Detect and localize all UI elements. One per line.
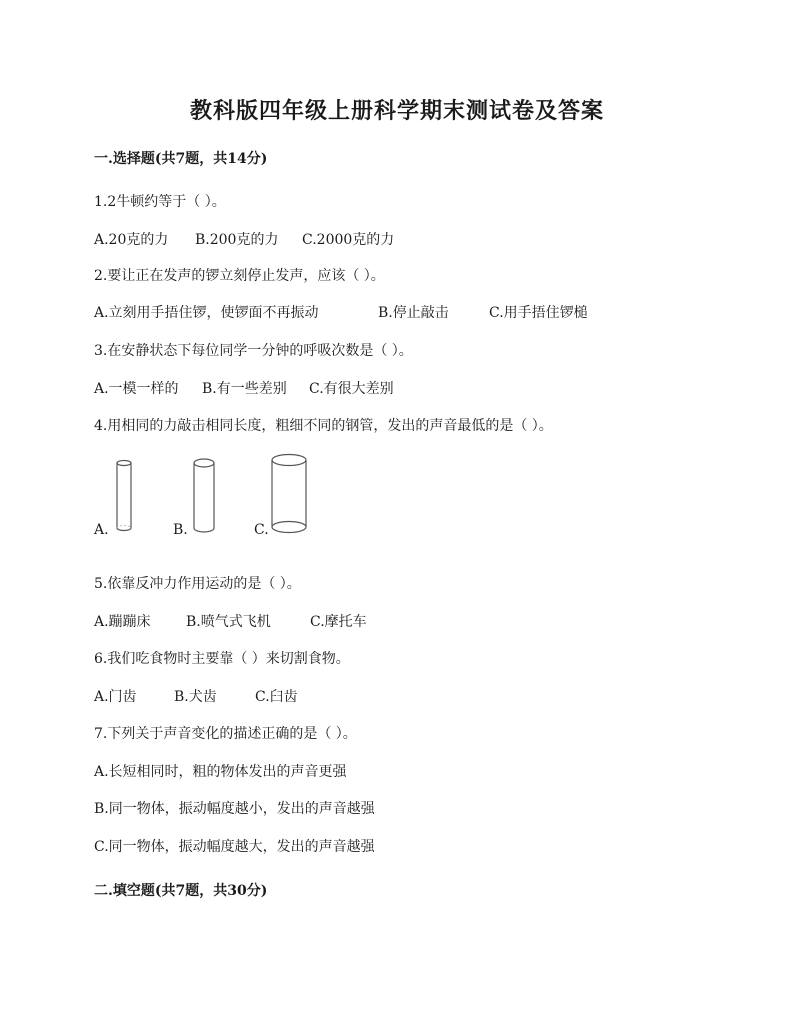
question-4-option-b: B. xyxy=(173,522,188,538)
question-7-stem: 7.下列关于声音变化的描述正确的是（ ）。 xyxy=(94,726,357,742)
question-4-stem: 4.用相同的力敲击相同长度，粗细不同的钢管，发出的声音最低的是（ ）。 xyxy=(94,418,553,434)
question-3-option-c: C.有很大差别 xyxy=(309,381,394,397)
question-6-stem: 6.我们吃食物时主要靠（ ）来切割食物。 xyxy=(94,651,350,667)
question-1-option-a: A.20克的力 xyxy=(94,232,169,248)
section-heading-choice: 一.选择题(共7题，共14分) xyxy=(94,151,268,167)
question-1-option-c: C.2000克的力 xyxy=(302,232,395,248)
question-2-option-b: B.停止敲击 xyxy=(378,305,449,321)
question-2-stem: 2.要让正在发声的锣立刻停止发声，应该（ ）。 xyxy=(94,268,385,284)
question-3-option-b: B.有一些差别 xyxy=(202,381,287,397)
question-4-option-a: A. xyxy=(94,522,109,538)
question-6-option-b: B.犬齿 xyxy=(174,689,217,705)
question-7-option-b: B.同一物体，振动幅度越小，发出的声音越强 xyxy=(94,801,375,817)
question-7-option-a: A.长短相同时，粗的物体发出的声音更强 xyxy=(94,764,347,780)
question-4-option-c: C. xyxy=(254,522,269,538)
question-5-option-b: B.喷气式飞机 xyxy=(186,614,271,630)
question-1-stem: 1.2牛顿约等于（ ）。 xyxy=(94,194,226,210)
question-6-option-c: C.臼齿 xyxy=(255,689,298,705)
question-6-option-a: A.门齿 xyxy=(94,689,137,705)
medium-tube-figure xyxy=(192,456,218,536)
question-5-option-a: A.蹦蹦床 xyxy=(94,614,151,630)
question-2-option-c: C.用手捂住锣槌 xyxy=(489,305,588,321)
page-title: 教科版四年级上册科学期末测试卷及答案 xyxy=(189,98,604,124)
thick-tube-figure xyxy=(270,452,310,536)
section-heading-fill-blank: 二.填空题(共7题，共30分) xyxy=(94,883,268,899)
question-2-option-a: A.立刻用手捂住锣，使锣面不再振动 xyxy=(94,305,319,321)
question-3-stem: 3.在安静状态下每位同学一分钟的呼吸次数是（ ）。 xyxy=(94,343,413,359)
question-5-option-c: C.摩托车 xyxy=(310,614,367,630)
question-5-stem: 5.依靠反冲力作用运动的是（ ）。 xyxy=(94,576,301,592)
question-7-option-c: C.同一物体，振动幅度越大，发出的声音越强 xyxy=(94,839,375,855)
question-3-option-a: A.一模一样的 xyxy=(94,381,179,397)
question-1-option-b: B.200克的力 xyxy=(195,232,279,248)
thin-tube-figure xyxy=(112,457,138,535)
